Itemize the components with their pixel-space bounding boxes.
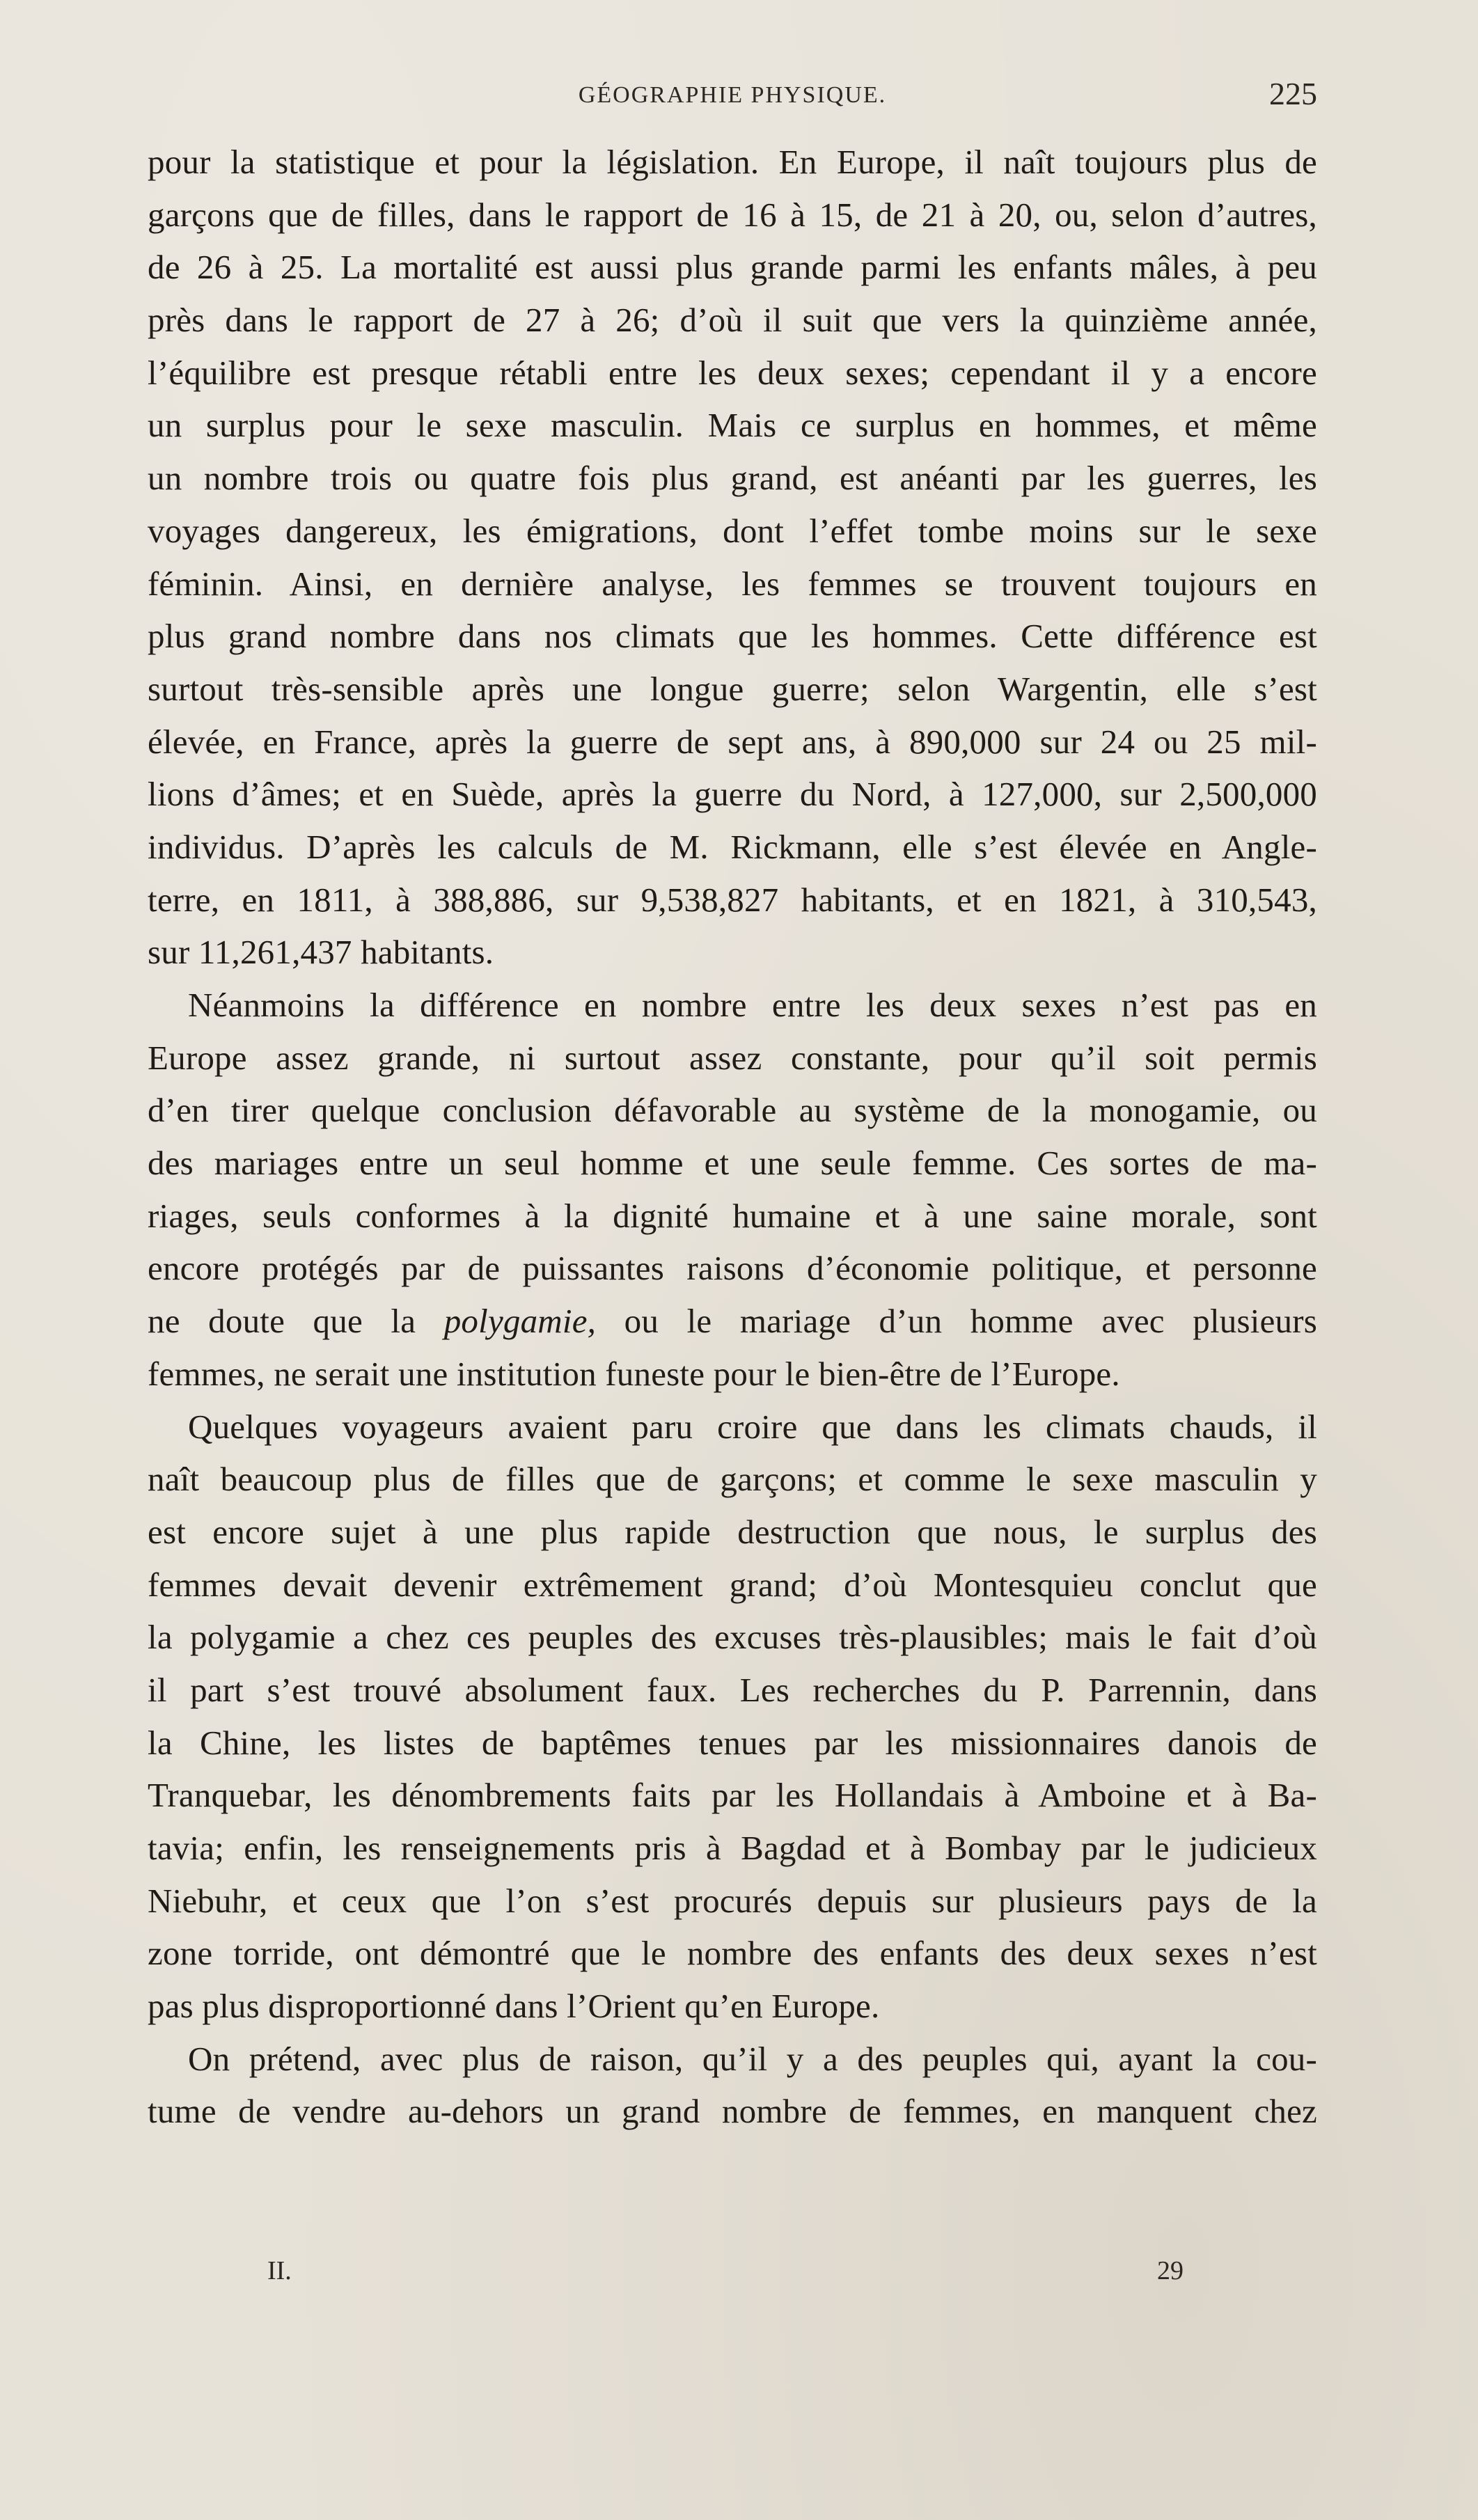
page-footer: [148, 2255, 1317, 2297]
page-header: [148, 76, 1317, 117]
text-line: femmes devait devenir extrêmement grand; d’où Montesquieu conclut que: [148, 1565, 1317, 1604]
running-title: GÉOGRAPHIE PHYSIQUE.: [578, 82, 887, 108]
italic-term: polygamie,: [443, 1302, 597, 1341]
text-line: individus. D’après les calculs de M. Rickmann, elle s’est élevée en Angle-: [148, 827, 1317, 866]
text-line: d’en tirer quelque conclusion défavorable au système de la monogamie, ou: [148, 1091, 1317, 1130]
text-segment: ou le mariage d’un homme avec plusieurs: [624, 1302, 1317, 1341]
text-line: naît beaucoup plus de filles que de garçons; et comme le sexe masculin y: [148, 1460, 1317, 1499]
text-line: garçons que de filles, dans le rapport de 16 à 15, de 21 à 20, ou, selon d’autres,: [148, 195, 1317, 234]
text-line: plus grand nombre dans nos climats que les hommes. Cette différence est: [148, 617, 1317, 656]
text-line: féminin. Ainsi, en dernière analyse, les femmes se trouvent toujours en: [148, 564, 1317, 603]
body-text: [148, 136, 1317, 2138]
text-line: Tranquebar, les dénombrements faits par les Hollandais à Amboine et à Ba-: [148, 1776, 1317, 1815]
text-line: encore protégés par de puissantes raisons d’économie politique, et personne: [148, 1249, 1317, 1288]
text-line: pas plus disproportionné dans l’Orient qu’en Europe.: [148, 1987, 880, 2026]
text-line: un surplus pour le sexe masculin. Mais ce surplus en hommes, et même: [148, 406, 1317, 445]
text-line: pour la statistique et pour la législation. En Europe, il naît toujours plus de: [148, 143, 1317, 181]
text-line: Niebuhr, et ceux que l’on s’est procurés depuis sur plusieurs pays de la: [148, 1881, 1317, 1920]
text-line: Quelques voyageurs avaient paru croire que dans les climats chauds, il: [188, 1407, 1317, 1446]
text-line: zone torride, ont démontré que le nombre des enfants des deux sexes n’est: [148, 1934, 1317, 1973]
text-line: riages, seuls conformes à la dignité humaine et à une saine morale, sont: [148, 1196, 1317, 1235]
text-line: voyages dangereux, les émigrations, dont l’effet tombe moins sur le sexe: [148, 511, 1317, 550]
text-line: la polygamie a chez ces peuples des excuses très-plausibles; mais le fait d’où: [148, 1618, 1317, 1657]
page-number: 225: [1269, 76, 1317, 111]
text-line: près dans le rapport de 27 à 26; d’où il suit que vers la quinzième année,: [148, 301, 1317, 340]
text-line: Néanmoins la différence en nombre entre les deux sexes n’est pas en: [188, 986, 1317, 1024]
text-line: terre, en 1811, à 388,886, sur 9,538,827 habitants, et en 1821, à 310,543,: [148, 880, 1317, 919]
text-line: des mariages entre un seul homme et une seule femme. Ces sortes de ma-: [148, 1144, 1317, 1183]
sheet-signature: 29: [1157, 2256, 1184, 2285]
text-line: sur 11,261,437 habitants.: [148, 933, 494, 972]
volume-signature: II.: [267, 2256, 292, 2285]
text-line: de 26 à 25. La mortalité est aussi plus grande parmi les enfants mâles, à peu: [148, 248, 1317, 287]
text-line: surtout très-sensible après une longue guerre; selon Wargentin, elle s’est: [148, 669, 1317, 708]
text-line: tume de vendre au-dehors un grand nombre de femmes, en manquent chez: [148, 2092, 1317, 2131]
text-line: un nombre trois ou quatre fois plus grand, est anéanti par les guerres, les: [148, 459, 1317, 498]
text-line: Europe assez grande, ni surtout assez constante, pour qu’il soit permis: [148, 1038, 1317, 1077]
text-line-with-italic: [148, 1295, 1317, 1348]
text-line: élevée, en France, après la guerre de sept ans, à 890,000 sur 24 ou 25 mil-: [148, 722, 1317, 761]
text-line: la Chine, les listes de baptêmes tenues par les missionnaires danois de: [148, 1723, 1317, 1762]
text-line: est encore sujet à une plus rapide destruction que nous, le surplus des: [148, 1512, 1317, 1551]
text-line: On prétend, avec plus de raison, qu’il y a des peuples qui, ayant la cou-: [188, 2039, 1317, 2078]
text-line: lions d’âmes; et en Suède, après la guerre du Nord, à 127,000, sur 2,500,000: [148, 775, 1317, 814]
text-line: l’équilibre est presque rétabli entre les deux sexes; cependant il y a encore: [148, 353, 1317, 392]
text-line: tavia; enfin, les renseignements pris à Bagdad et à Bombay par le judicieux: [148, 1829, 1317, 1867]
text-segment: ne doute que la: [148, 1302, 416, 1341]
text-line: femmes, ne serait une institution funeste pour le bien-être de l’Europe.: [148, 1354, 1120, 1393]
text-line: il part s’est trouvé absolument faux. Les recherches du P. Parrennin, dans: [148, 1670, 1317, 1709]
